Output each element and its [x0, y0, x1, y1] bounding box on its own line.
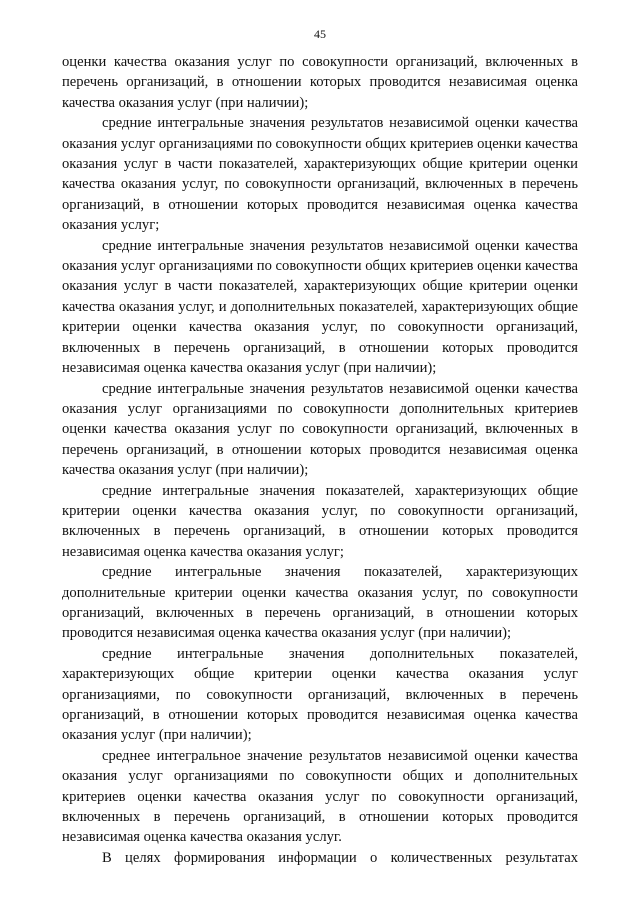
paragraph-continuation: оценки качества оказания услуг по совокупности организаций, включенных в перечень организаций, в отношении которых проводится независимая оценка качества оказания услуг (при наличии); [62, 54, 578, 111]
paragraph: средние интегральные значения результатов независимой оценки качества оказания услуг организациями по совокупности общих критериев оценки качества оказания услуг в части показателей, характеризующих общие критерии оценки качества оказания услуг, по совокупности организаций, включенных в перечень организаций, в отношении которых проводится независимая оценка качества оказания услуг; [62, 115, 578, 234]
paragraph: средние интегральные значения результатов независимой оценки качества оказания услуг организациями по совокупности дополнительных критериев оценки качества оказания услуг по совокупности организаций, включенных в перечень организаций, в отношении которых проводится независимая оценка качества оказания услуг (при наличии); [62, 380, 578, 479]
page-number: 45 [314, 27, 326, 41]
paragraph: средние интегральные значения дополнительных показателей, характеризующих общие критерии оценки качества оказания услуг организациями, по совокупности организаций, включенных в перечень организаций, в отношении которых проводится независимая оценка качества оказания услуг (при наличии); [62, 645, 578, 744]
document-body [62, 52, 578, 868]
paragraph: средние интегральные значения результатов независимой оценки качества оказания услуг организациями по совокупности общих критериев оценки качества оказания услуг в части показателей, характеризующих общие критерии оценки качества оказания услуг, и дополнительных показателей, характеризующих общие критерии оценки качества оказания услуг, по совокупности организаций, включенных в перечень организаций, в отношении которых проводится независимая оценка качества оказания услуг (при наличии); [62, 237, 578, 377]
paragraph: среднее интегральное значение результатов независимой оценки качества оказания услуг организациями по совокупности общих и дополнительных критериев оценки качества оказания услуг по совокупности организаций, включенных в перечень организаций, в отношении которых проводится независимая оценка качества оказания услуг. [62, 747, 578, 846]
paragraph: средние интегральные значения показателей, характеризующих дополнительные критерии оценки качества оказания услуг, по совокупности организаций, включенных в перечень организаций, в отношении которых проводится независимая оценка качества оказания услуг (при наличии); [62, 564, 578, 642]
paragraph-truncated: В целях формирования информации о количественных результатах [102, 849, 578, 866]
paragraph: средние интегральные значения показателей, характеризующих общие критерии оценки качества оказания услуг, по совокупности организаций, включенных в перечень организаций, в отношении которых проводится независимая оценка качества оказания услуг; [62, 482, 578, 560]
